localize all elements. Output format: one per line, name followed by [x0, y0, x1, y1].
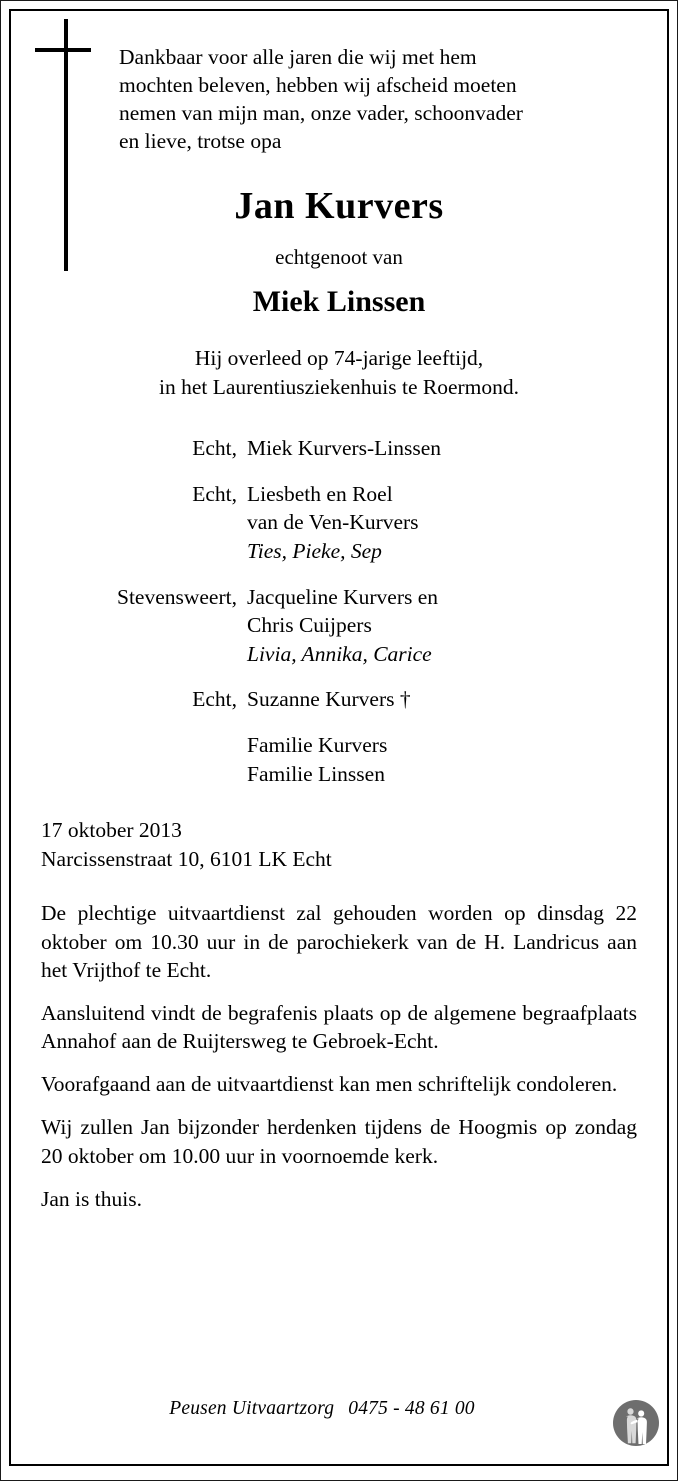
embracing-figures-logo-icon [611, 1398, 661, 1448]
family-place: Stevensweert, [116, 584, 237, 609]
family-names [247, 583, 637, 669]
family-place: Echt, [192, 436, 237, 461]
family-list [41, 434, 637, 788]
obituary-content [11, 11, 667, 1464]
family-name-line: Jacqueline Kurvers en [247, 584, 439, 609]
family-name-line: Miek Kurvers-Linssen [247, 436, 442, 461]
intro-line: mochten beleven, hebben wij afscheid moeten [119, 73, 517, 98]
funeral-home-name: Peusen Uitvaartzorg [169, 1398, 335, 1419]
deceased-name: Jan Kurvers [234, 184, 444, 227]
intro-line: Dankbaar voor alle jaren die wij met hem [119, 45, 477, 69]
family-names [247, 434, 637, 463]
intro-line: nemen van mijn man, onze vader, schoonvader [119, 101, 523, 126]
funeral-home-credit [11, 1398, 667, 1420]
funeral-home-phone: 0475 - 48 61 00 [348, 1398, 475, 1419]
family-names [247, 480, 637, 566]
family-grandchildren: Ties, Pieke, Sep [247, 539, 382, 564]
family-name-line: van de Ven-Kurvers [247, 510, 419, 535]
family-group [41, 434, 637, 463]
family-group [41, 480, 637, 566]
family-names [247, 731, 637, 788]
family-place: Echt, [192, 687, 237, 712]
family-name-line: Suzanne Kurvers † [247, 687, 411, 712]
service-paragraph: Wij zullen Jan bijzonder herdenken tijdens de Hoogmis op zondag 20 oktober om 10.00 uur in voornoemde kerk. [41, 1115, 637, 1168]
service-paragraph: De plechtige uitvaartdienst zal gehouden worden op dinsdag 22 oktober om 10.30 uur in de parochiekerk van de H. Landricus aan het Vrijthof te Echt. [41, 901, 637, 982]
family-group [41, 583, 637, 669]
passing-line: Hij overleed op 74-jarige leeftijd, [194, 346, 484, 371]
family-names [247, 685, 637, 714]
family-group [41, 731, 637, 788]
obituary-inner-border [9, 9, 669, 1466]
spouse-relation-label: echtgenoot van [275, 245, 403, 270]
service-paragraph: Aansluitend vindt de begrafenis plaats op de algemene begraafplaats Annahof aan de Ruijtersweg te Gebroek-Echt. [41, 1000, 637, 1054]
cross-horizontal-bar [35, 48, 91, 52]
intro-text [119, 43, 637, 156]
service-paragraph: Voorafgaand aan de uitvaartdienst kan men schriftelijk condoleren. [41, 1072, 618, 1097]
date-address-block [41, 816, 637, 873]
cross-vertical-bar [64, 19, 68, 271]
service-paragraph: Jan is thuis. [41, 1186, 142, 1211]
notice-date: 17 oktober 2013 [41, 818, 182, 843]
intro-line: en lieve, trotse opa [119, 129, 282, 154]
family-name-line: Chris Cuijpers [247, 613, 372, 638]
footer [11, 1392, 667, 1448]
family-name-line: Familie Linssen [247, 761, 385, 786]
service-details [41, 899, 637, 1212]
passing-info [41, 344, 637, 401]
latin-cross-icon [35, 19, 97, 279]
notice-address: Narcissenstraat 10, 6101 LK Echt [41, 846, 332, 871]
spouse-name: Miek Linssen [252, 284, 426, 318]
family-name-line: Familie Kurvers [247, 733, 388, 758]
family-name-line: Liesbeth en Roel [247, 481, 393, 506]
family-grandchildren: Livia, Annika, Carice [247, 641, 432, 666]
family-group [41, 685, 637, 714]
passing-line: in het Laurentiusziekenhuis te Roermond. [158, 374, 520, 399]
family-place: Echt, [192, 481, 237, 506]
